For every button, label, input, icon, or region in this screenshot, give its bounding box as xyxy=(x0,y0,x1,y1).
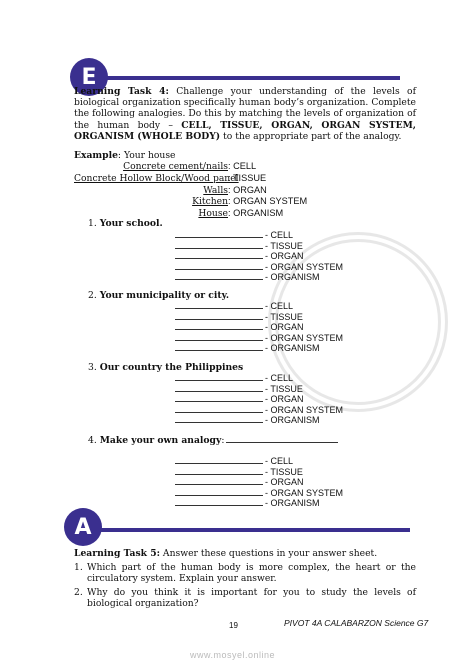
example-title: : Your house xyxy=(117,150,176,161)
answer-blank[interactable] xyxy=(175,404,263,413)
answer-row: - ORGAN xyxy=(175,250,343,261)
example-table xyxy=(74,161,307,220)
question-3-answers xyxy=(175,372,343,425)
task4-paragraph xyxy=(74,86,416,142)
example-row: Concrete cement/nails: CELL xyxy=(123,161,257,172)
answer-row: - TISSUE xyxy=(175,383,343,394)
answer-row: - ORGAN SYSTEM xyxy=(175,332,343,343)
answer-row: - ORGAN SYSTEM xyxy=(175,487,343,498)
task4-text-end: to the appropriate part of the analogy. xyxy=(220,130,402,142)
answer-row: - ORGAN xyxy=(175,321,343,332)
question-4-title: 4. Make your own analogy: xyxy=(88,434,340,446)
answer-blank[interactable] xyxy=(175,414,263,423)
answer-blank[interactable] xyxy=(175,383,263,392)
answer-row: - CELL xyxy=(175,372,343,383)
answer-row: - ORGANISM xyxy=(175,497,343,508)
task5-intro: Learning Task 5: Answer these questions in your answer sheet. xyxy=(74,548,378,559)
answer-blank[interactable] xyxy=(175,311,263,320)
answer-row: - TISSUE xyxy=(175,311,343,322)
answer-blank[interactable] xyxy=(175,271,263,280)
answer-blank[interactable] xyxy=(175,487,263,496)
publication-label: PIVOT 4A CALABARZON Science G7 xyxy=(284,618,429,628)
answer-blank[interactable] xyxy=(175,476,263,485)
answer-blank[interactable] xyxy=(175,497,263,506)
answer-blank[interactable] xyxy=(175,240,263,249)
answer-row: - ORGANISM xyxy=(175,342,343,353)
example-row: House: ORGANISM xyxy=(198,208,284,220)
answer-blank[interactable] xyxy=(175,250,263,259)
answer-blank[interactable] xyxy=(175,321,263,330)
answer-row: - CELL xyxy=(175,300,343,311)
section-e-badge: E xyxy=(70,58,108,96)
question-4-answers xyxy=(175,455,343,508)
answer-row: - ORGANISM xyxy=(175,271,343,282)
answer-row: - CELL xyxy=(175,455,343,466)
answer-blank[interactable] xyxy=(175,393,263,402)
answer-blank[interactable] xyxy=(175,229,263,238)
question-1-title: 1. Your school. xyxy=(88,218,163,229)
task4-text: Challenge your understanding of the levels of biological organization specifically human body’s organization. Complete the following analogies. Do this by matching the levels of organization of the human body – xyxy=(74,86,416,131)
answer-blank[interactable] xyxy=(175,342,263,351)
question-3-title: 3. Our country the Philippines xyxy=(88,362,244,373)
watermark-url: www.mosyel.online xyxy=(190,650,276,660)
answer-blank[interactable] xyxy=(175,466,263,475)
example-row: Kitchen: ORGAN SYSTEM xyxy=(192,196,308,208)
analogy-blank[interactable] xyxy=(226,434,338,443)
answer-row: - ORGAN SYSTEM xyxy=(175,404,343,415)
section-a-badge: A xyxy=(64,508,102,546)
task5-item-2: 2. Why do you think it is important for you to study the levels of biological organization? xyxy=(74,587,416,610)
question-2-title: 2. Your municipality or city. xyxy=(88,290,230,301)
answer-blank[interactable] xyxy=(175,261,263,270)
example-heading xyxy=(74,150,175,161)
answer-row: - ORGAN xyxy=(175,393,343,404)
answer-row: - TISSUE xyxy=(175,240,343,251)
page-number: 19 xyxy=(229,621,238,630)
task4-levels-list: CELL, TISSUE, ORGAN, ORGAN SYSTEM, ORGANISM (WHOLE BODY) xyxy=(74,119,416,142)
answer-blank[interactable] xyxy=(175,372,263,381)
answer-blank[interactable] xyxy=(175,332,263,341)
example-row: Walls: ORGAN xyxy=(203,184,267,196)
answer-row: - CELL xyxy=(175,229,343,240)
example-row: Concrete Hollow Block/Wood panel: TISSUE xyxy=(74,172,267,184)
task5-item-1: 1. Which part of the human body is more complex, the heart or the circulatory system. Explain your answer. xyxy=(74,562,416,585)
answer-row: - ORGANISM xyxy=(175,414,343,425)
answer-row: - TISSUE xyxy=(175,466,343,477)
answer-blank[interactable] xyxy=(175,300,263,309)
section-a-rule xyxy=(98,528,410,532)
answer-row: - ORGAN xyxy=(175,476,343,487)
task4-label: Learning Task 4: xyxy=(74,86,169,97)
question-2-answers xyxy=(175,300,343,353)
section-e-rule xyxy=(104,76,400,80)
example-label: Example xyxy=(74,150,118,161)
answer-blank[interactable] xyxy=(175,455,263,464)
question-1-answers xyxy=(175,229,343,282)
answer-row: - ORGAN SYSTEM xyxy=(175,261,343,272)
